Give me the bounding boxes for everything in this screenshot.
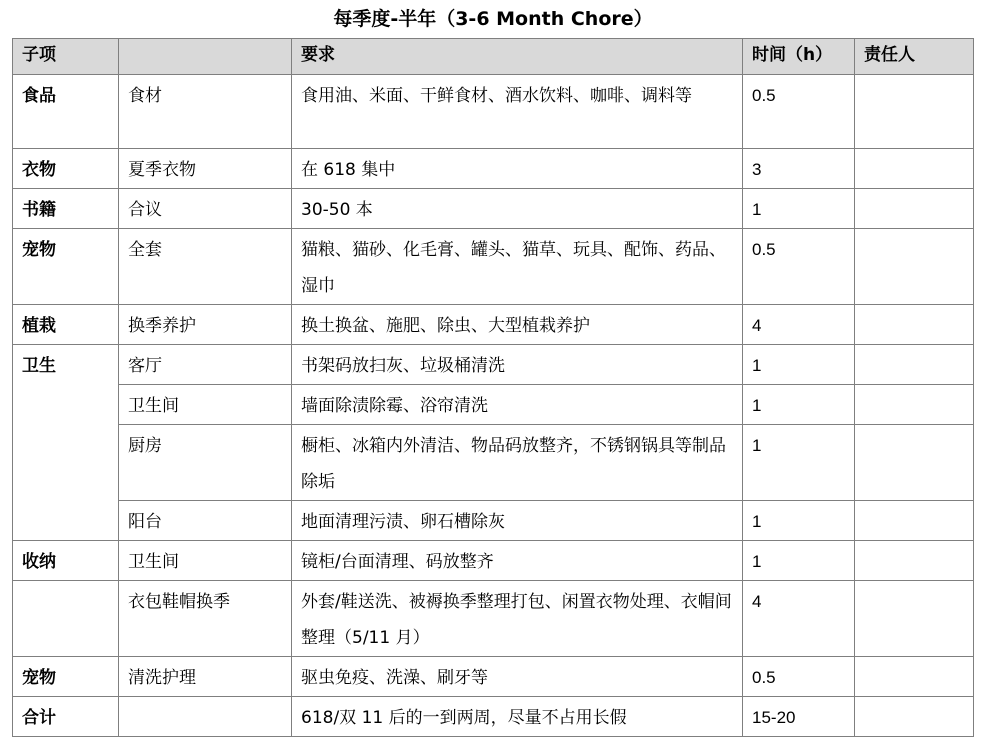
item-cell: 全套	[119, 229, 292, 305]
table-row	[13, 425, 974, 501]
item-cell: 清洗护理	[119, 657, 292, 697]
requirement-cell: 30-50 本	[292, 189, 743, 229]
category-cell: 卫生	[13, 345, 119, 541]
owner-cell	[855, 501, 974, 541]
owner-cell	[855, 345, 974, 385]
requirement-cell: 驱虫免疫、洗澡、刷牙等	[292, 657, 743, 697]
time-cell: 1	[743, 189, 855, 229]
time-cell: 15-20	[743, 697, 855, 737]
category-cell: 食品	[13, 75, 119, 149]
item-cell: 阳台	[119, 501, 292, 541]
table-row	[13, 75, 974, 149]
item-cell: 卫生间	[119, 385, 292, 425]
owner-cell	[855, 425, 974, 501]
time-cell: 1	[743, 345, 855, 385]
time-cell: 1	[743, 541, 855, 581]
owner-cell	[855, 229, 974, 305]
category-cell: 衣物	[13, 149, 119, 189]
header-requirement: 要求	[292, 39, 743, 75]
owner-cell	[855, 697, 974, 737]
time-cell: 1	[743, 385, 855, 425]
header-blank	[119, 39, 292, 75]
time-cell: 1	[743, 501, 855, 541]
time-cell: 0.5	[743, 75, 855, 149]
requirement-cell: 猫粮、猫砂、化毛膏、罐头、猫草、玩具、配饰、药品、湿巾	[292, 229, 743, 305]
requirement-cell: 在 618 集中	[292, 149, 743, 189]
requirement-cell: 换土换盆、施肥、除虫、大型植栽养护	[292, 305, 743, 345]
owner-cell	[855, 581, 974, 657]
item-cell: 合议	[119, 189, 292, 229]
category-cell: 植栽	[13, 305, 119, 345]
owner-cell	[855, 385, 974, 425]
time-cell: 0.5	[743, 229, 855, 305]
category-cell	[13, 581, 119, 657]
table-row	[13, 501, 974, 541]
header-subitem: 子项	[13, 39, 119, 75]
table-row	[13, 189, 974, 229]
time-cell: 4	[743, 305, 855, 345]
owner-cell	[855, 541, 974, 581]
time-cell: 0.5	[743, 657, 855, 697]
table-row	[13, 657, 974, 697]
owner-cell	[855, 305, 974, 345]
category-cell: 宠物	[13, 229, 119, 305]
owner-cell	[855, 189, 974, 229]
item-cell: 衣包鞋帽换季	[119, 581, 292, 657]
table-row	[13, 697, 974, 737]
owner-cell	[855, 657, 974, 697]
owner-cell	[855, 75, 974, 149]
item-cell: 夏季衣物	[119, 149, 292, 189]
header-time: 时间（h）	[743, 39, 855, 75]
category-cell: 宠物	[13, 657, 119, 697]
table-row	[13, 149, 974, 189]
table-row	[13, 541, 974, 581]
header-owner: 责任人	[855, 39, 974, 75]
category-cell: 合计	[13, 697, 119, 737]
requirement-cell: 618/双 11 后的一到两周，尽量不占用长假	[292, 697, 743, 737]
table-header-row	[13, 39, 974, 75]
requirement-cell: 橱柜、冰箱内外清洁、物品码放整齐，不锈钢锅具等制品除垢	[292, 425, 743, 501]
requirement-cell: 外套/鞋送洗、被褥换季整理打包、闲置衣物处理、衣帽间整理（5/11 月）	[292, 581, 743, 657]
time-cell: 4	[743, 581, 855, 657]
requirement-cell: 食用油、米面、干鲜食材、酒水饮料、咖啡、调料等	[292, 75, 743, 149]
requirement-cell: 地面清理污渍、卵石槽除灰	[292, 501, 743, 541]
item-cell: 食材	[119, 75, 292, 149]
item-cell	[119, 697, 292, 737]
category-cell: 书籍	[13, 189, 119, 229]
page-title: 每季度-半年（3-6 Month Chore）	[333, 8, 653, 30]
table-row	[13, 385, 974, 425]
table-row	[13, 305, 974, 345]
item-cell: 换季养护	[119, 305, 292, 345]
table-row	[13, 345, 974, 385]
time-cell: 3	[743, 149, 855, 189]
owner-cell	[855, 149, 974, 189]
requirement-cell: 镜柜/台面清理、码放整齐	[292, 541, 743, 581]
time-cell: 1	[743, 425, 855, 501]
table-row	[13, 581, 974, 657]
category-cell: 收纳	[13, 541, 119, 581]
requirement-cell: 书架码放扫灰、垃圾桶清洗	[292, 345, 743, 385]
table-row	[13, 229, 974, 305]
item-cell: 客厅	[119, 345, 292, 385]
requirement-cell: 墙面除渍除霉、浴帘清洗	[292, 385, 743, 425]
chore-table	[12, 38, 974, 737]
item-cell: 厨房	[119, 425, 292, 501]
item-cell: 卫生间	[119, 541, 292, 581]
